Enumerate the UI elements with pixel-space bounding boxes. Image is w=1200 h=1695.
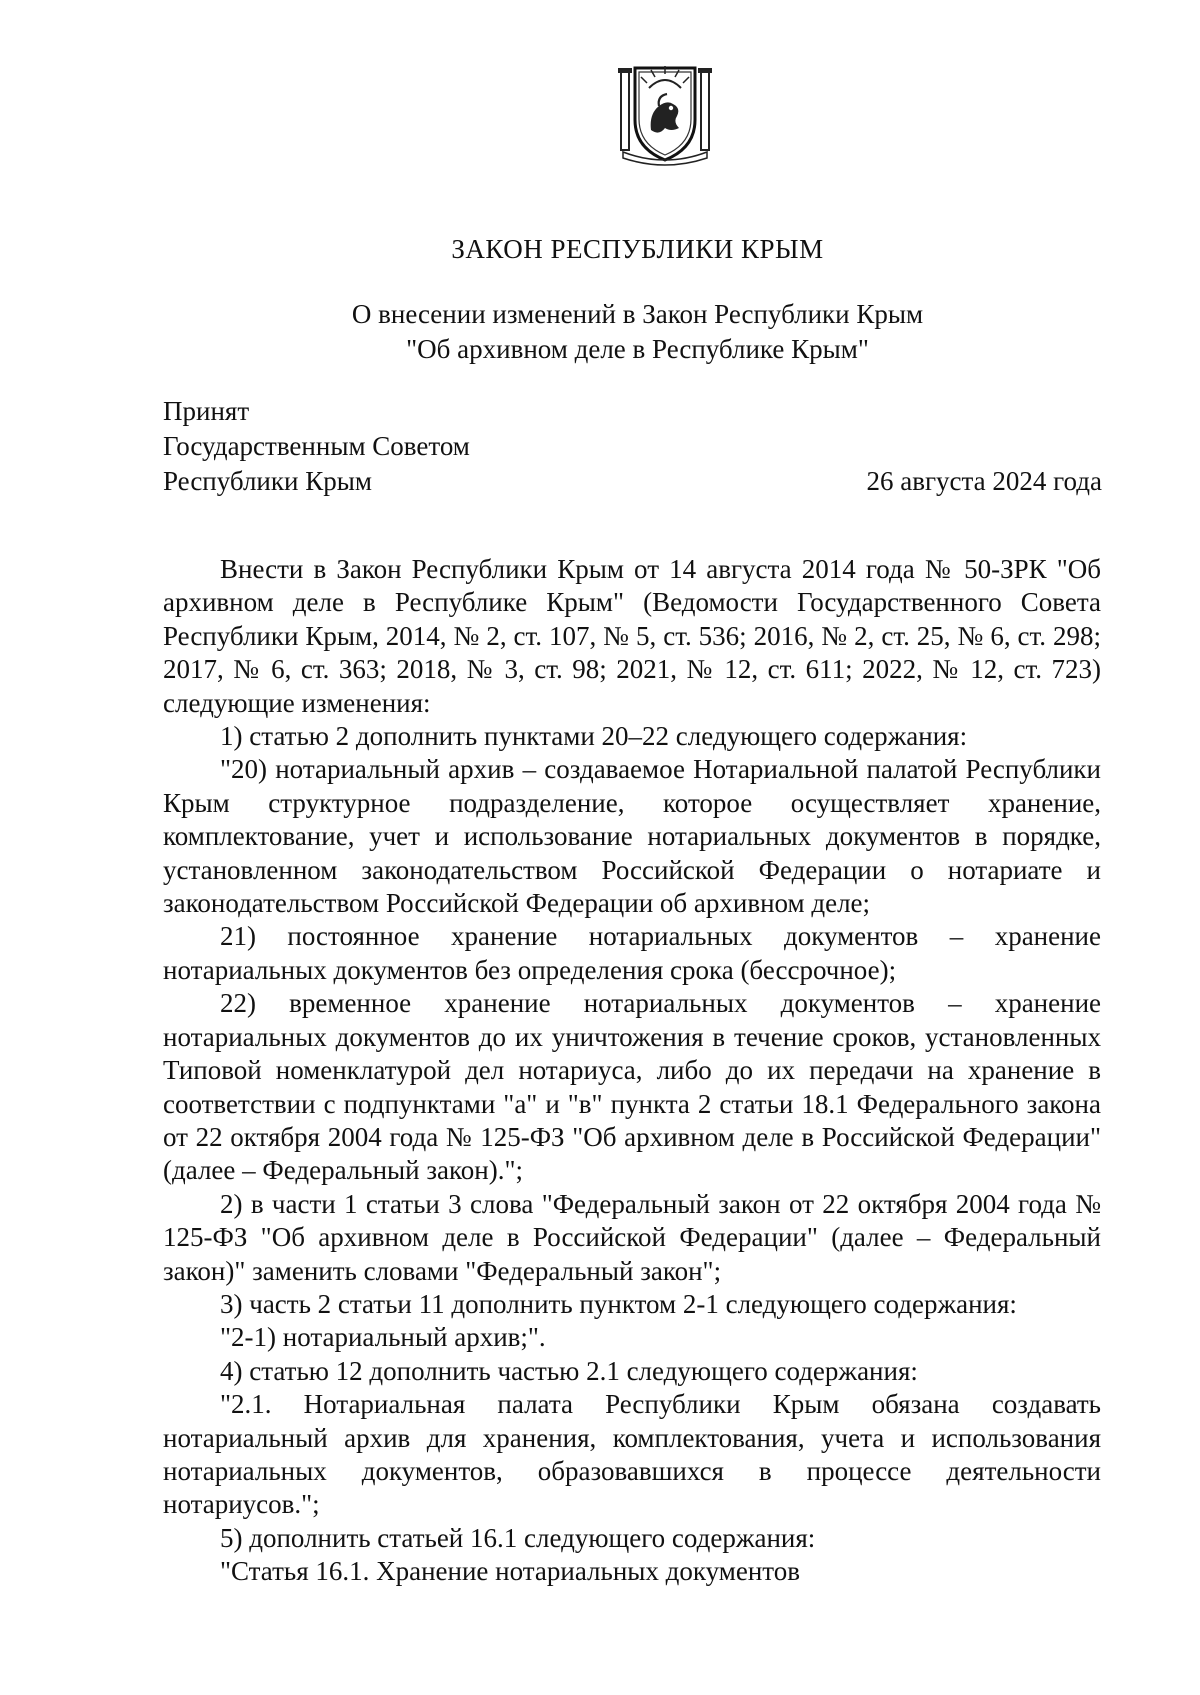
body-paragraph: 22) временное хранение нотариальных документов – хранение нотариальных документов до их уничтожения в течение сроков, установленных Типовой номенклатурой дел нотариуса, либо до их передачи на хранение в соответствии с подпунктами "а" и "в" пункта 2 статьи 18.1 Федерального закона от 22 октября 2004 года № 125-ФЗ "Об архивном деле в Российской Федерации" (далее – Федеральный закон).";: [163, 988, 1101, 1186]
body-paragraph: 21) постоянное хранение нотариальных документов – хранение нотариальных документов без определения срока (бессрочное);: [163, 921, 1101, 985]
body-paragraph: 3) часть 2 статьи 11 дополнить пунктом 2-1 следующего содержания:: [220, 1288, 1017, 1319]
subtitle-line: "Об архивном деле в Республике Крым": [406, 334, 869, 364]
body-paragraph: "2.1. Нотариальная палата Республики Крым обязана создавать нотариальный архив для хранения, комплектования, учета и использования нотариальных документов, образовавшихся в процессе деятельности нотариусов.";: [163, 1389, 1101, 1520]
document-subtitle: [0, 297, 1200, 367]
body-paragraph: Внести в Закон Республики Крым от 14 августа 2014 года № 50-ЗРК "Об архивном деле в Республике Крым" (Ведомости Государственного Совета Республики Крым, 2014, № 2, ст. 107, № 5, ст. 536; 2016, № 2, ст. 25, № 6, ст. 298; 2017, № 6, ст. 363; 2018, № 3, ст. 98; 2021, № 12, ст. 611; 2022, № 12, ст. 723) следующие изменения:: [163, 554, 1101, 718]
body-paragraph: "Статья 16.1. Хранение нотариальных документов: [220, 1556, 800, 1587]
adopted-line: Государственным Советом: [163, 431, 470, 461]
body-paragraph: 5) дополнить статьей 16.1 следующего содержания:: [220, 1522, 816, 1553]
body-paragraph: 1) статью 2 дополнить пунктами 20–22 следующего содержания:: [220, 721, 968, 752]
adopted-block: [163, 394, 470, 499]
body-paragraph: 4) статью 12 дополнить частью 2.1 следующего содержания:: [220, 1355, 918, 1386]
adoption-date: 26 августа 2024 года: [866, 466, 1102, 496]
body-paragraph: "2-1) нотариальный архив;".: [220, 1322, 546, 1353]
adopted-line: Принят: [163, 396, 250, 426]
document-title: ЗАКОН РЕСПУБЛИКИ КРЫМ: [451, 234, 824, 264]
subtitle-line: О внесении изменений в Закон Республики Крым: [351, 299, 924, 329]
document-body: [163, 553, 1101, 1589]
crimea-coat-of-arms-icon: [615, 58, 715, 166]
body-paragraph: 2) в части 1 статьи 3 слова "Федеральный закон от 22 октября 2004 года № 125-ФЗ "Об архивном деле в Российской Федерации" (далее – Федеральный закон)" заменить словами "Федеральный закон";: [163, 1188, 1101, 1286]
adopted-line: Республики Крым: [163, 466, 372, 496]
body-paragraph: "20) нотариальный архив – создаваемое Нотариальной палатой Республики Крым структурное подразделение, которое осуществляет хранение, комплектование, учет и использование нотариальных документов в порядке, установленном законодательством Российской Федерации о нотариате и законодательством Российской Федерации об архивном деле;: [163, 754, 1101, 919]
